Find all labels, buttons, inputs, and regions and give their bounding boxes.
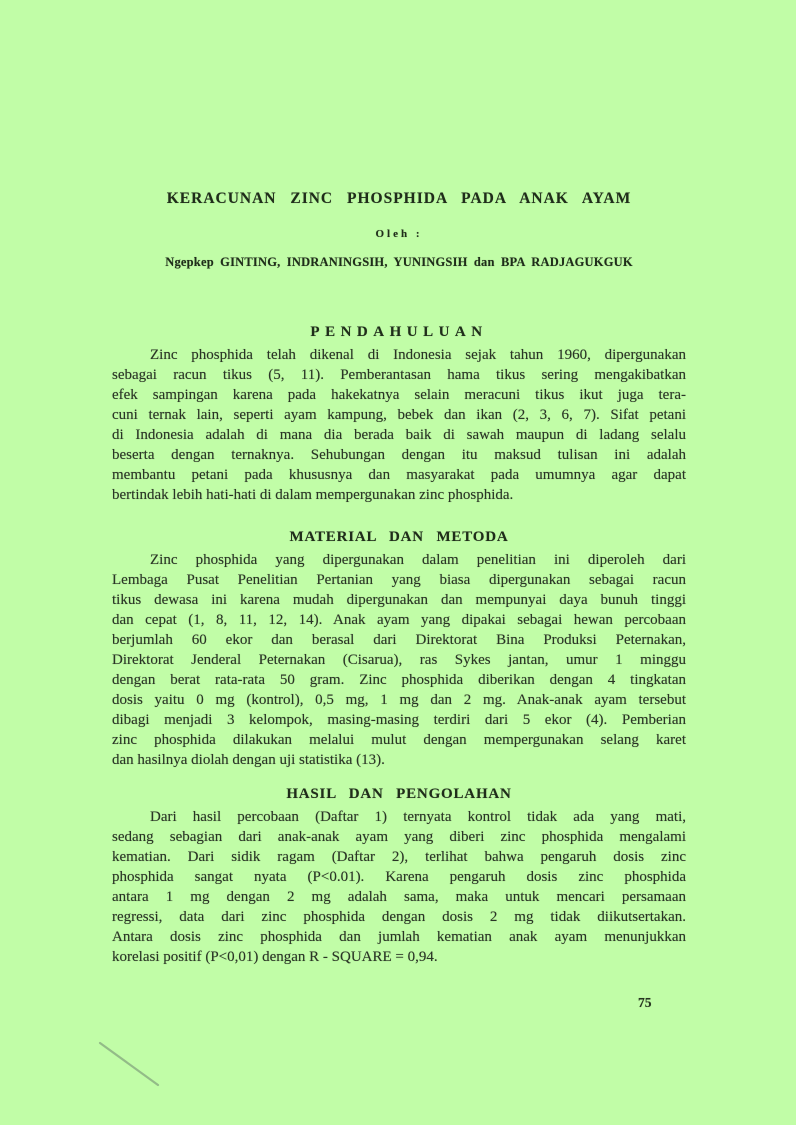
text-line: Antara dosis zinc phosphida dan jumlah kematian anak ayam menunjukkan (112, 929, 686, 945)
section-heading-hasil-dan-pengolahan: HASIL DAN PENGOLAHAN (286, 786, 512, 802)
text-line: Zinc phosphida telah dikenal di Indonesia sejak tahun 1960, dipergunakan (150, 347, 686, 363)
text-line: di Indonesia adalah di mana dia berada baik di sawah maupun di ladang selalu (112, 427, 686, 443)
text-line: korelasi positif (P<0,01) dengan R - SQUARE = 0,94. (112, 949, 438, 965)
paragraph (112, 345, 686, 505)
text-line: berjumlah 60 ekor dan berasal dari Direktorat Bina Produksi Peternakan, (112, 632, 686, 648)
text-line: zinc phosphida dilakukan melalui mulut dengan mempergunakan selang karet (112, 732, 686, 748)
section-heading-pendahuluan: PENDAHULUAN (310, 324, 488, 340)
text-line: sebagai racun tikus (5, 11). Pemberantasan hama tikus sering mengakibatkan (112, 367, 686, 383)
text-line: Dari hasil percobaan (Daftar 1) ternyata kontrol tidak ada yang mati, (150, 809, 686, 825)
section-pendahuluan (112, 322, 686, 505)
page-number: 75 (638, 995, 652, 1010)
text-line: dosis yaitu 0 mg (kontrol), 0,5 mg, 1 mg dan 2 mg. Anak-anak ayam tersebut (112, 692, 686, 708)
text-line: dibagi menjadi 3 kelompok, masing-masing terdiri dari 5 ekor (4). Pemberian (112, 712, 686, 728)
paragraph (112, 807, 686, 967)
text-line: phosphida sangat nyata (P<0.01). Karena pengaruh dosis zinc phosphida (112, 869, 686, 885)
text-line: beserta dengan ternaknya. Sehubungan dengan itu maksud tulisan ini adalah (112, 447, 686, 463)
text-line: membantu petani pada khususnya dan masyarakat pada umumnya agar dapat (112, 467, 686, 483)
text-line: cuni ternak lain, seperti ayam kampung, bebek dan ikan (2, 3, 6, 7). Sifat petani (112, 407, 686, 423)
section-hasil-dan-pengolahan (112, 784, 686, 967)
text-line: bertindak lebih hati-hati di dalam mempergunakan zinc phosphida. (112, 487, 514, 503)
text-line: kematian. Dari sidik ragam (Daftar 2), terlihat bahwa pengaruh dosis zinc (112, 849, 686, 865)
text-line: dengan berat rata-rata 50 gram. Zinc phosphida diberikan dengan 4 tingkatan (112, 672, 686, 688)
text-line: Lembaga Pusat Penelitian Pertanian yang biasa dipergunakan sebagai racun (112, 572, 686, 588)
article-title: KERACUNAN ZINC PHOSPHIDA PADA ANAK AYAM (166, 190, 632, 207)
section-heading-material-dan-metoda: MATERIAL DAN METODA (289, 529, 509, 545)
paragraph (112, 550, 686, 770)
section-material-dan-metoda (112, 527, 686, 770)
text-line: dan cepat (1, 8, 11, 12, 14). Anak ayam yang dipakai sebagai hewan percobaan (112, 612, 686, 628)
text-line: antara 1 mg dengan 2 mg adalah sama, maka untuk mencari persamaan (112, 889, 686, 905)
text-line: tikus dewasa ini karena mudah dipergunakan dan mempunyai daya bunuh tinggi (112, 592, 686, 608)
document-sections (112, 322, 686, 967)
authors-line: Ngepkep GINTING, INDRANINGSIH, YUNINGSIH dan BPA RADJAGUKGUK (165, 255, 633, 269)
text-line: Zinc phosphida yang dipergunakan dalam penelitian ini diperoleh dari (150, 552, 686, 568)
text-line: Direktorat Jenderal Peternakan (Cisarua), ras Sykes jantan, umur 1 minggu (112, 652, 686, 668)
text-line: regressi, data dari zinc phosphida dengan dosis 2 mg tidak diikutsertakan. (112, 909, 686, 925)
document-content (112, 0, 686, 967)
text-line: efek sampingan karena pada hakekatnya selain meracuni tikus ikut juga tera- (112, 387, 686, 403)
byline-label: Oleh : (375, 228, 423, 240)
text-line: dan hasilnya diolah dengan uji statistika (13). (112, 752, 385, 768)
text-line: sedang sebagian dari anak-anak ayam yang diberi zinc phosphida mengalami (112, 829, 686, 845)
